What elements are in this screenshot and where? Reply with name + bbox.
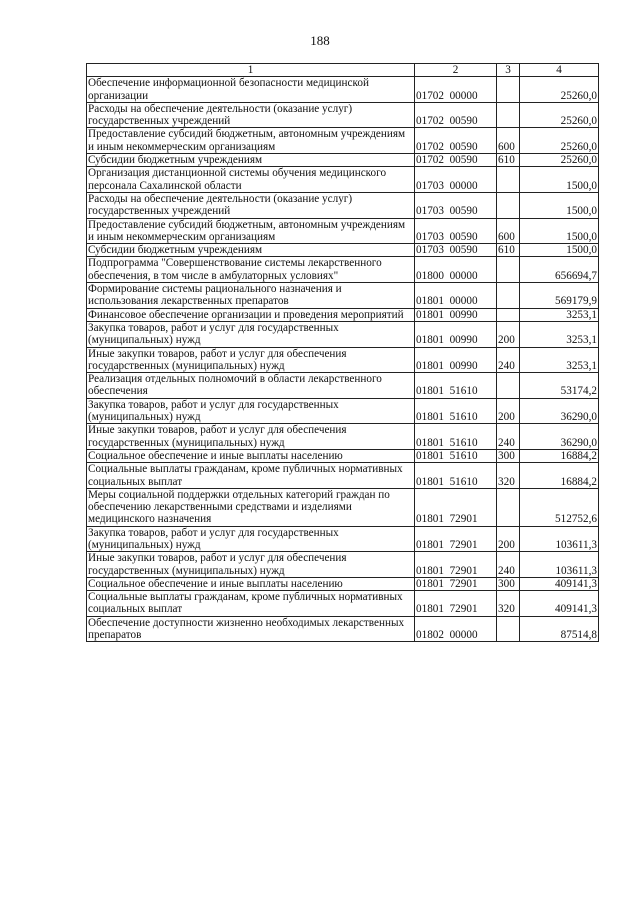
row-code-cell: 01801 51610 [415, 424, 497, 450]
row-amount-cell: 1500,0 [520, 244, 599, 257]
row-name-cell: Социальные выплаты гражданам, кроме публичных нормативных социальных выплат [87, 591, 415, 617]
row-kind-cell: 610 [497, 154, 520, 167]
table-row [87, 102, 599, 128]
column-header-kind: 3 [497, 64, 520, 77]
row-code-cell: 01801 72901 [415, 591, 497, 617]
row-kind-cell: 320 [497, 591, 520, 617]
row-kind-cell: 610 [497, 244, 520, 257]
table-row [87, 77, 599, 103]
row-amount-cell: 1500,0 [520, 192, 599, 218]
row-kind-cell [497, 167, 520, 193]
row-kind-cell [497, 488, 520, 526]
row-code-cell: 01801 72901 [415, 526, 497, 552]
column-header-amount: 4 [520, 64, 599, 77]
row-amount-cell: 25260,0 [520, 77, 599, 103]
row-kind-cell [497, 192, 520, 218]
row-code-cell: 01800 00000 [415, 257, 497, 283]
row-code-cell: 01801 00990 [415, 321, 497, 347]
row-kind-cell: 240 [497, 424, 520, 450]
row-code-cell: 01801 72901 [415, 577, 497, 590]
table-row [87, 373, 599, 399]
table-row [87, 463, 599, 489]
row-amount-cell: 25260,0 [520, 154, 599, 167]
row-name-cell: Закупка товаров, работ и услуг для государственных (муниципальных) нужд [87, 526, 415, 552]
row-name-cell: Иные закупки товаров, работ и услуг для обеспечения государственных (муниципальных) нужд [87, 552, 415, 578]
table-row [87, 167, 599, 193]
table-row [87, 488, 599, 526]
row-kind-cell: 240 [497, 552, 520, 578]
table-row [87, 257, 599, 283]
row-kind-cell: 240 [497, 347, 520, 373]
table-row [87, 218, 599, 244]
row-code-cell: 01702 00590 [415, 154, 497, 167]
row-code-cell: 01703 00590 [415, 192, 497, 218]
row-amount-cell: 25260,0 [520, 128, 599, 154]
row-name-cell: Социальные выплаты гражданам, кроме публичных нормативных социальных выплат [87, 463, 415, 489]
page-number: 188 [310, 33, 330, 48]
row-kind-cell [497, 308, 520, 321]
row-name-cell: Предоставление субсидий бюджетным, автономным учреждениям и иным некоммерческим организациям [87, 128, 415, 154]
row-amount-cell: 36290,0 [520, 398, 599, 424]
row-name-cell: Иные закупки товаров, работ и услуг для обеспечения государственных (муниципальных) нужд [87, 347, 415, 373]
table-row [87, 321, 599, 347]
table-row [87, 283, 599, 309]
row-code-cell: 01801 00990 [415, 347, 497, 373]
row-kind-cell: 600 [497, 128, 520, 154]
row-amount-cell: 16884,2 [520, 449, 599, 462]
row-name-cell: Закупка товаров, работ и услуг для государственных (муниципальных) нужд [87, 321, 415, 347]
row-kind-cell [497, 257, 520, 283]
row-code-cell: 01801 72901 [415, 552, 497, 578]
row-code-cell: 01702 00590 [415, 102, 497, 128]
row-kind-cell [497, 616, 520, 642]
row-amount-cell: 512752,6 [520, 488, 599, 526]
table-row [87, 192, 599, 218]
column-header-name: 1 [87, 64, 415, 77]
row-code-cell: 01702 00590 [415, 128, 497, 154]
row-code-cell: 01801 00990 [415, 308, 497, 321]
table-row [87, 128, 599, 154]
row-name-cell: Закупка товаров, работ и услуг для государственных (муниципальных) нужд [87, 398, 415, 424]
row-kind-cell: 200 [497, 398, 520, 424]
row-name-cell: Социальное обеспечение и иные выплаты населению [87, 577, 415, 590]
row-code-cell: 01703 00590 [415, 218, 497, 244]
row-code-cell: 01702 00000 [415, 77, 497, 103]
row-kind-cell: 200 [497, 526, 520, 552]
row-amount-cell: 87514,8 [520, 616, 599, 642]
table-row [87, 308, 599, 321]
row-kind-cell: 320 [497, 463, 520, 489]
row-amount-cell: 1500,0 [520, 218, 599, 244]
row-code-cell: 01703 00590 [415, 244, 497, 257]
row-code-cell: 01801 72901 [415, 488, 497, 526]
row-name-cell: Формирование системы рационального назначения и использования лекарственных препаратов [87, 283, 415, 309]
row-kind-cell: 300 [497, 577, 520, 590]
row-name-cell: Финансовое обеспечение организации и проведения мероприятий [87, 308, 415, 321]
row-code-cell: 01801 51610 [415, 373, 497, 399]
row-amount-cell: 103611,3 [520, 526, 599, 552]
row-amount-cell: 3253,1 [520, 308, 599, 321]
table-row [87, 398, 599, 424]
row-name-cell: Реализация отдельных полномочий в области лекарственного обеспечения [87, 373, 415, 399]
row-kind-cell: 300 [497, 449, 520, 462]
budget-table [86, 63, 599, 642]
table-row [87, 347, 599, 373]
row-amount-cell: 36290,0 [520, 424, 599, 450]
row-amount-cell: 569179,9 [520, 283, 599, 309]
table-row [87, 449, 599, 462]
row-code-cell: 01801 51610 [415, 449, 497, 462]
table-row [87, 424, 599, 450]
row-name-cell: Расходы на обеспечение деятельности (оказание услуг) государственных учреждений [87, 192, 415, 218]
row-name-cell: Расходы на обеспечение деятельности (оказание услуг) государственных учреждений [87, 102, 415, 128]
row-amount-cell: 53174,2 [520, 373, 599, 399]
table-row [87, 526, 599, 552]
row-kind-cell [497, 102, 520, 128]
table-row [87, 577, 599, 590]
table-row [87, 616, 599, 642]
row-kind-cell [497, 283, 520, 309]
table-row [87, 154, 599, 167]
row-name-cell: Организация дистанционной системы обучения медицинского персонала Сахалинской области [87, 167, 415, 193]
row-code-cell: 01801 51610 [415, 463, 497, 489]
row-name-cell: Подпрограмма "Совершенствование системы лекарственного обеспечения, в том числе в амбулаторных условиях" [87, 257, 415, 283]
row-name-cell: Обеспечение доступности жизненно необходимых лекарственных препаратов [87, 616, 415, 642]
row-code-cell: 01801 51610 [415, 398, 497, 424]
column-header-code: 2 [415, 64, 497, 77]
row-name-cell: Субсидии бюджетным учреждениям [87, 244, 415, 257]
row-amount-cell: 409141,3 [520, 577, 599, 590]
row-amount-cell: 25260,0 [520, 102, 599, 128]
row-kind-cell [497, 77, 520, 103]
row-code-cell: 01801 00000 [415, 283, 497, 309]
row-kind-cell [497, 373, 520, 399]
row-name-cell: Предоставление субсидий бюджетным, автономным учреждениям и иным некоммерческим организациям [87, 218, 415, 244]
table-row [87, 244, 599, 257]
row-kind-cell: 600 [497, 218, 520, 244]
row-amount-cell: 3253,1 [520, 321, 599, 347]
row-name-cell: Социальное обеспечение и иные выплаты населению [87, 449, 415, 462]
row-amount-cell: 409141,3 [520, 591, 599, 617]
row-name-cell: Меры социальной поддержки отдельных категорий граждан по обеспечению лекарственными средствами и изделиями медицинского назначения [87, 488, 415, 526]
header-row [87, 64, 599, 77]
row-amount-cell: 103611,3 [520, 552, 599, 578]
row-name-cell: Иные закупки товаров, работ и услуг для обеспечения государственных (муниципальных) нужд [87, 424, 415, 450]
row-amount-cell: 3253,1 [520, 347, 599, 373]
row-kind-cell: 200 [497, 321, 520, 347]
row-code-cell: 01802 00000 [415, 616, 497, 642]
row-name-cell: Субсидии бюджетным учреждениям [87, 154, 415, 167]
table-row [87, 591, 599, 617]
row-amount-cell: 1500,0 [520, 167, 599, 193]
row-amount-cell: 16884,2 [520, 463, 599, 489]
row-name-cell: Обеспечение информационной безопасности медицинской организации [87, 77, 415, 103]
table-row [87, 552, 599, 578]
row-code-cell: 01703 00000 [415, 167, 497, 193]
row-amount-cell: 656694,7 [520, 257, 599, 283]
